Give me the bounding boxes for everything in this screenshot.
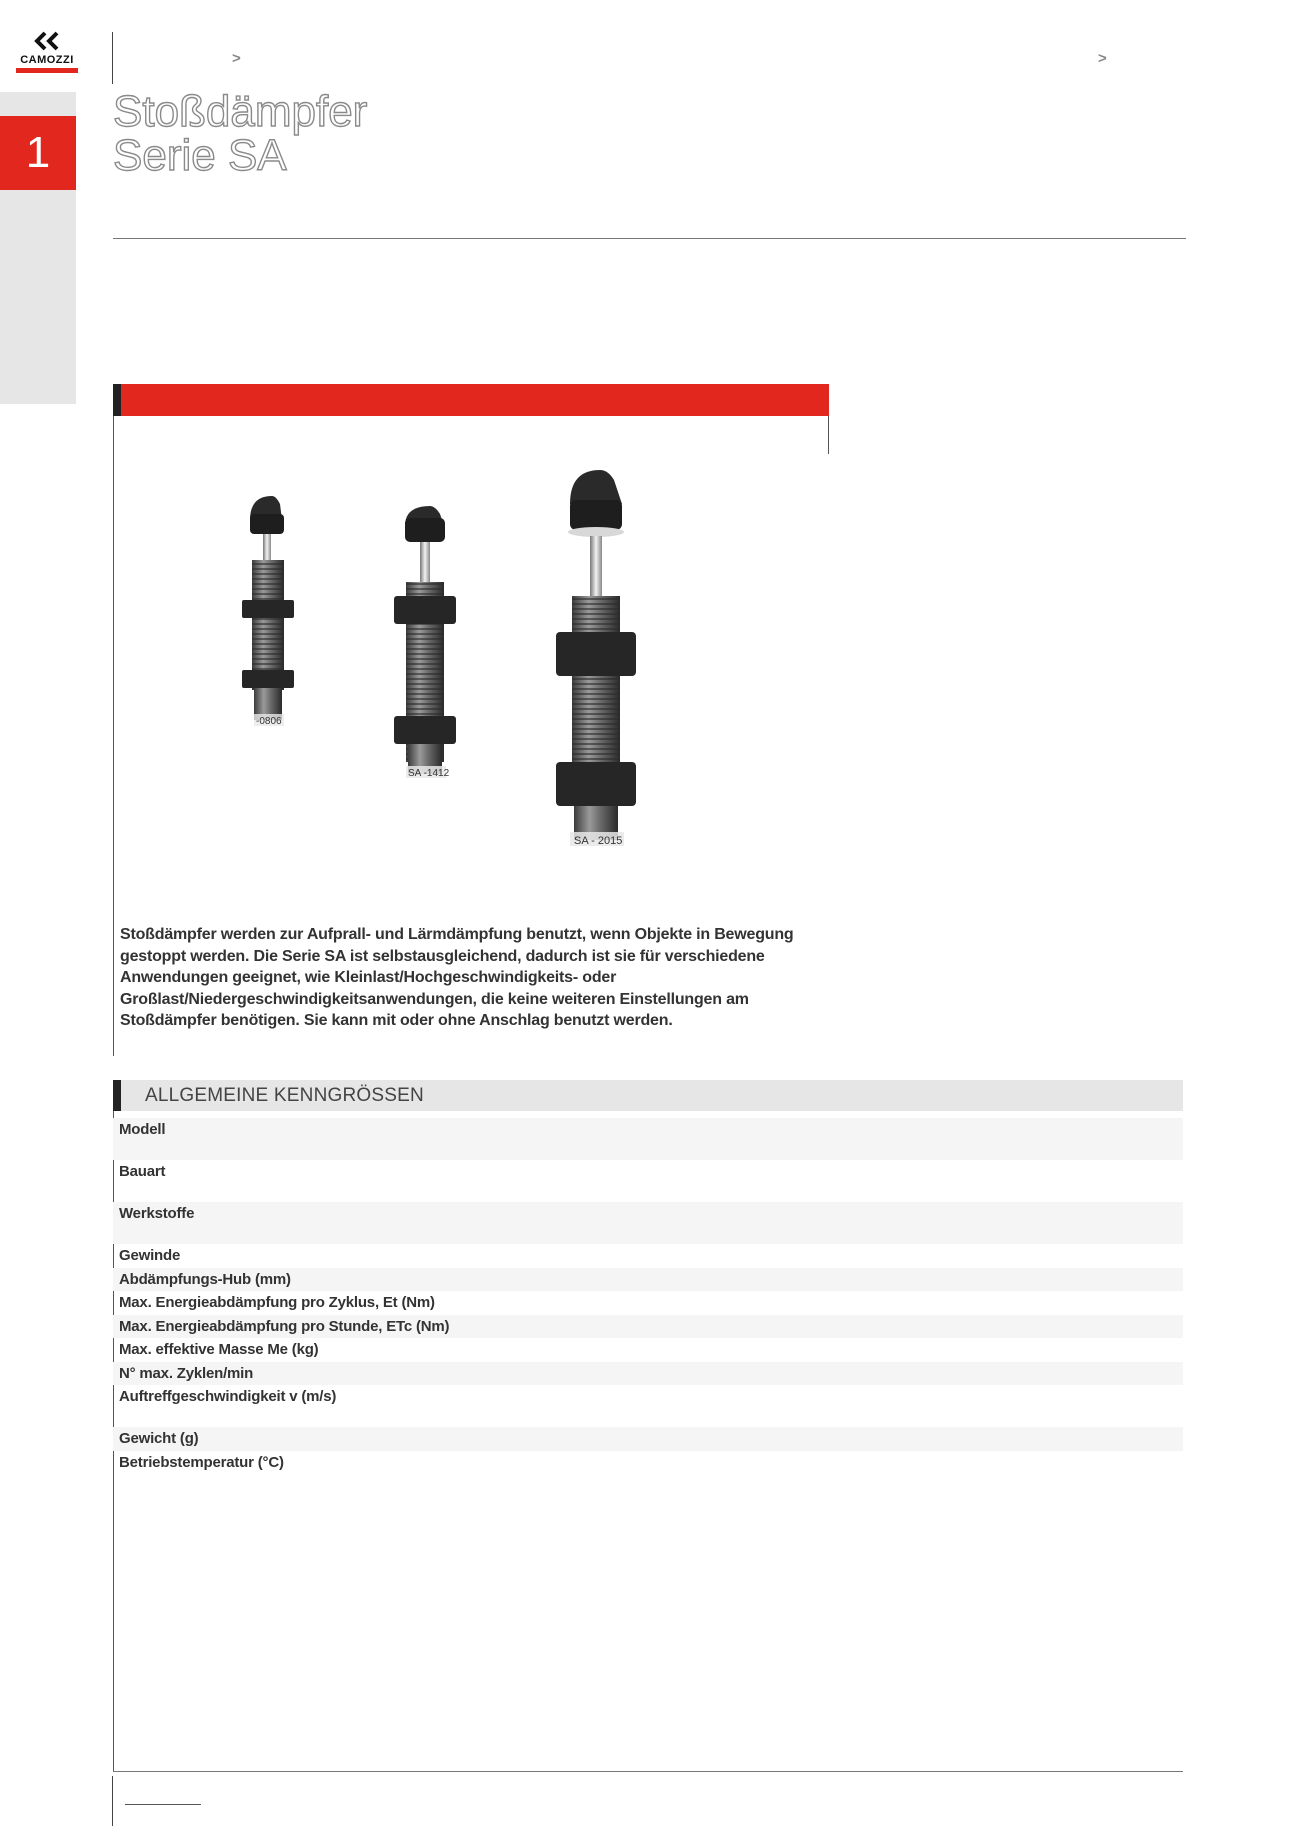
table-row-label: Werkstoffe bbox=[119, 1205, 195, 1222]
breadcrumb-separator-2: > bbox=[1098, 50, 1107, 67]
table-row bbox=[113, 1451, 1183, 1475]
shock-absorber-small bbox=[242, 496, 294, 727]
table-row bbox=[113, 1362, 1183, 1386]
footer-short-line bbox=[125, 1804, 201, 1805]
header-divider bbox=[112, 32, 113, 84]
footer-divider bbox=[113, 1771, 1183, 1772]
camozzi-logo bbox=[16, 30, 78, 74]
table-row bbox=[113, 1202, 1183, 1244]
shock-absorber-product-image bbox=[230, 470, 680, 900]
breadcrumb-separator-1: > bbox=[232, 50, 241, 67]
table-row bbox=[113, 1385, 1183, 1427]
model-label-0806: -0806 bbox=[256, 716, 282, 727]
product-header-bar bbox=[113, 384, 829, 416]
table-row-label: Max. effektive Masse Me (kg) bbox=[119, 1341, 319, 1358]
table-row-label: Gewinde bbox=[119, 1247, 181, 1264]
brand-bar bbox=[16, 68, 78, 73]
table-row bbox=[113, 1118, 1183, 1160]
table-row-label: Max. Energieabdämpfung pro Stunde, ETc (Nm) bbox=[119, 1317, 450, 1335]
table-row bbox=[113, 1160, 1183, 1202]
title-divider bbox=[113, 238, 1186, 239]
table-row-label: Bauart bbox=[119, 1163, 166, 1180]
table-row bbox=[113, 1427, 1183, 1451]
table-row-label: Auftreffgeschwindigkeit v (m/s) bbox=[119, 1388, 337, 1405]
table-row bbox=[113, 1244, 1183, 1268]
footer-vertical-line bbox=[112, 1776, 113, 1826]
table-row bbox=[113, 1291, 1183, 1315]
product-header-accent bbox=[113, 384, 121, 416]
model-label-1412: SA -1412 bbox=[408, 768, 450, 779]
brand-name: CAMOZZI bbox=[20, 54, 74, 66]
table-row bbox=[113, 1268, 1183, 1292]
product-box-border-right bbox=[828, 416, 829, 454]
page-title-line1: Stoßdämpfer bbox=[113, 87, 368, 136]
section-number: 1 bbox=[25, 128, 51, 177]
table-row-label: Betriebstemperatur (°C) bbox=[119, 1453, 284, 1471]
model-label-2015: SA - 2015 bbox=[574, 835, 623, 847]
table-row-label: Modell bbox=[119, 1121, 166, 1138]
page-title bbox=[113, 87, 368, 180]
page-title-line2: Serie SA bbox=[113, 131, 287, 180]
shock-absorber-medium bbox=[394, 506, 456, 779]
table-row-label: N° max. Zyklen/min bbox=[119, 1364, 254, 1382]
specs-table bbox=[113, 1118, 1183, 1474]
table-row-label: Abdämpfungs-Hub (mm) bbox=[119, 1270, 291, 1288]
section-title: ALLGEMEINE KENNGRÖSSEN bbox=[145, 1085, 424, 1106]
table-row-label: Max. Energieabdämpfung pro Zyklus, Et (Nm) bbox=[119, 1294, 435, 1311]
table-row-label: Gewicht (g) bbox=[119, 1430, 199, 1447]
product-box-border-left bbox=[113, 416, 114, 1056]
section-header-accent bbox=[113, 1080, 121, 1111]
product-description: Stoßdämpfer werden zur Aufprall- und Lärmdämpfung benutzt, wenn Objekte in Bewegung gestoppt werden. Die Serie SA ist selbstausgleichend, dadurch ist sie für verschiedene Anwendungen geeignet, wie Kleinlast/Hochgeschwindigkeits- oder Großlast/Niedergeschwindigkeitsanwendungen, die keine weiteren Einstellungen am Stoßdämpfer benötigen. Sie kann mit oder ohne Anschlag benutzt werden. bbox=[120, 926, 794, 1029]
camozzi-logo-icon bbox=[32, 30, 62, 52]
table-row bbox=[113, 1338, 1183, 1362]
table-row bbox=[113, 1315, 1183, 1339]
shock-absorber-large bbox=[556, 470, 636, 847]
